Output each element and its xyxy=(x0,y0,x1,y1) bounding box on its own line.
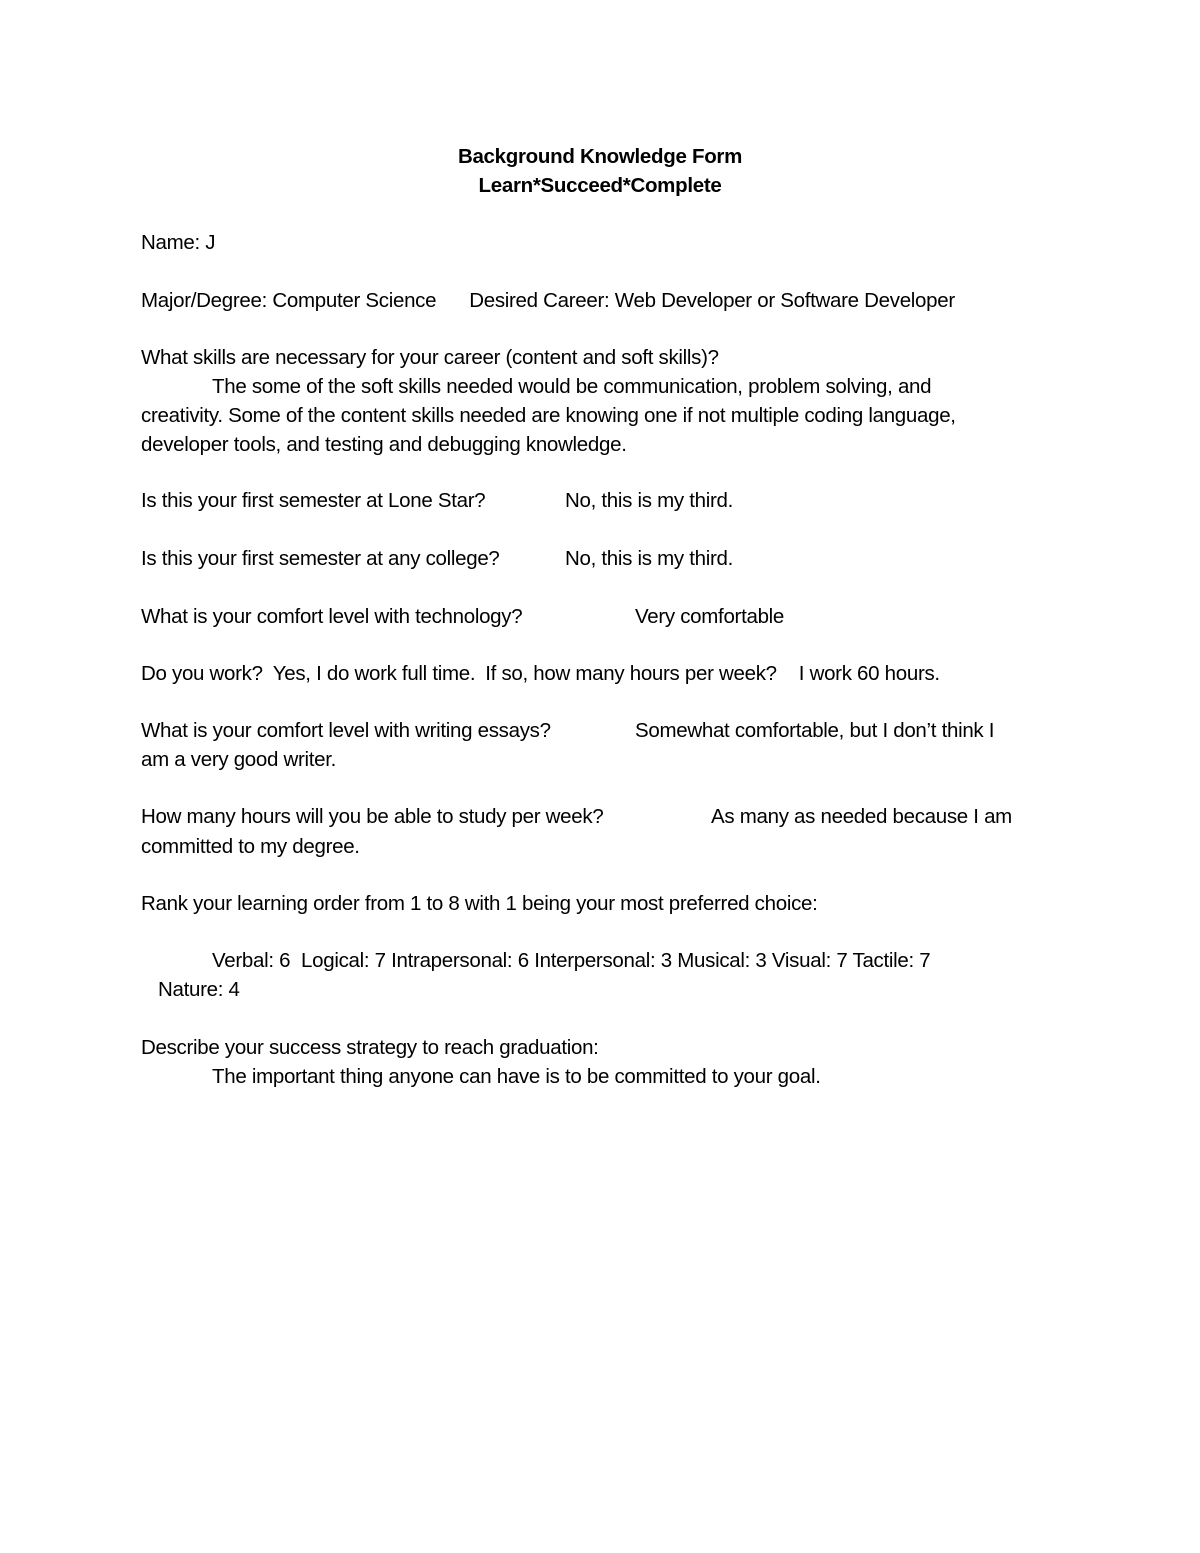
study-answer-line1: As many as needed because I am xyxy=(711,805,1012,828)
essays-answer-line1: Somewhat comfortable, but I don’t think I xyxy=(635,719,995,742)
essays-answer-line2: am a very good writer. xyxy=(141,748,337,771)
work-hours-question: If so, how many hours per week? xyxy=(485,662,777,685)
rank-values-line1: Verbal: 6 Logical: 7 Intrapersonal: 6 Interpersonal: 3 Musical: 3 Visual: 7 Tactile: 7 xyxy=(212,949,931,972)
rank-question: Rank your learning order from 1 to 8 with 1 being your most preferred choice: xyxy=(141,892,818,915)
career-field: Desired Career: Web Developer or Software Developer xyxy=(469,289,955,312)
work-hours-answer: I work 60 hours. xyxy=(798,662,940,685)
form-title: Background Knowledge Form xyxy=(457,145,743,168)
study-answer-line2: committed to my degree. xyxy=(141,835,360,858)
name-field: Name: J xyxy=(141,231,216,254)
strategy-answer: The important thing anyone can have is to be committed to your goal. xyxy=(212,1065,821,1088)
study-question: How many hours will you be able to study per week? xyxy=(141,805,604,828)
skills-question: What skills are necessary for your career (content and soft skills)? xyxy=(141,346,719,369)
form-subtitle: Learn*Succeed*Complete xyxy=(478,174,722,197)
skills-answer-line3: developer tools, and testing and debugging knowledge. xyxy=(141,433,627,456)
technology-question: What is your comfort level with technology? xyxy=(141,605,523,628)
skills-answer-line2: creativity. Some of the content skills needed are knowing one if not multiple coding language, xyxy=(141,404,956,427)
work-answer: Yes, I do work full time. xyxy=(272,662,476,685)
work-question: Do you work? xyxy=(141,662,263,685)
any-college-answer: No, this is my third. xyxy=(565,547,733,570)
strategy-question: Describe your success strategy to reach graduation: xyxy=(141,1036,599,1059)
skills-answer-line1: The some of the soft skills needed would be communication, problem solving, and xyxy=(212,375,932,398)
essays-question: What is your comfort level with writing essays? xyxy=(141,719,551,742)
lone-star-answer: No, this is my third. xyxy=(565,489,733,512)
major-field: Major/Degree: Computer Science xyxy=(141,289,437,312)
technology-answer: Very comfortable xyxy=(635,605,785,628)
work-row xyxy=(141,659,940,688)
lone-star-question: Is this your first semester at Lone Star? xyxy=(141,489,486,512)
any-college-question: Is this your first semester at any college? xyxy=(141,547,500,570)
major-career-row xyxy=(141,286,955,315)
rank-values-line2: Nature: 4 xyxy=(158,978,240,1001)
